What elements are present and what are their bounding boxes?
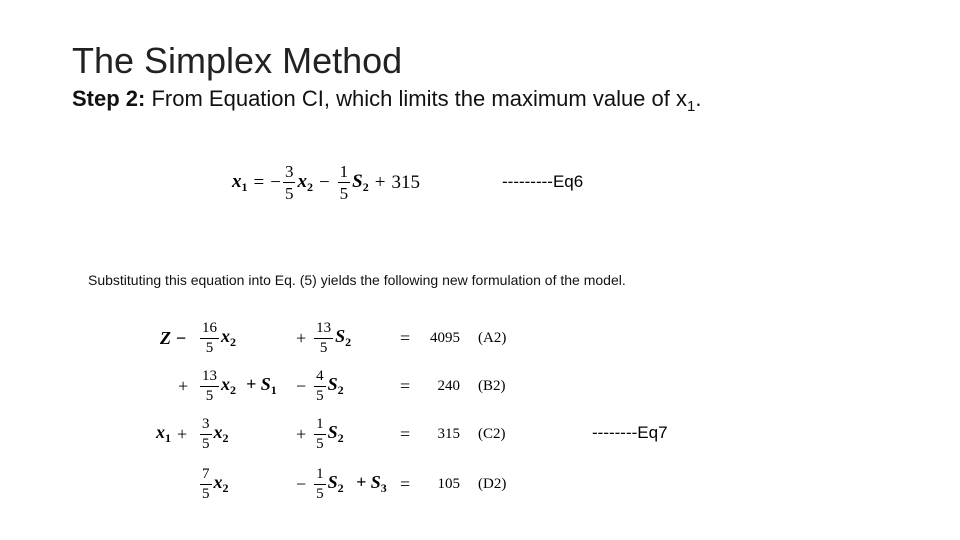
row-c2-term1: $\frac{3}{5}$ $x_2$ (202, 415, 229, 452)
row-b2-equals: = (400, 375, 411, 396)
eq6-var-x2: $x_2$ (297, 170, 313, 194)
row-a2-term2: + $\frac{13}{5}$ $S_2$ (296, 319, 352, 356)
eq6-sign3: + (374, 171, 386, 193)
eq6-var-s2: $S_2$ (352, 170, 369, 194)
row-d2-term2: − $\frac{1}{5}$ $S_2$ (296, 465, 344, 502)
eq6-equals: = (253, 171, 265, 193)
body-paragraph: Substituting this equation into Eq. (5) yields the following new formulation of the model. (88, 272, 626, 288)
row-c2-term2: + $\frac{1}{5}$ $S_2$ (296, 415, 344, 452)
row-a2-rhs: 4095 (430, 329, 460, 346)
eq6-sign1: − (270, 171, 281, 193)
eq6-fraction-1: $\frac{3}{5}$ (284, 162, 294, 203)
slide-title: The Simplex Method (72, 40, 403, 81)
eq6-sign2: − (318, 171, 330, 193)
step-heading (72, 86, 701, 115)
row-a2-equals: = (400, 327, 411, 348)
equation-row-b2 (150, 366, 530, 406)
row-a2-lead: Z − (160, 327, 187, 348)
row-c2-label: (C2) (478, 425, 506, 442)
row-b2-slack: + $S_1$ (246, 374, 277, 397)
eq6-constant: 315 (391, 171, 420, 193)
row-b2-term1: $\frac{13}{5}$ $x_2$ (202, 367, 236, 404)
row-c2-lead: $x_1$ + (156, 422, 188, 445)
row-d2-term1: $\frac{7}{5}$ $x_2$ (202, 465, 229, 502)
row-b2-rhs: 240 (437, 377, 460, 394)
row-b2-term2: − $\frac{4}{5}$ $S_2$ (296, 367, 344, 404)
eq6-lhs: $x_1$ (232, 170, 248, 194)
equation-system (150, 318, 530, 508)
row-d2-slack: + $S_3$ (356, 472, 387, 495)
row-c2-rhs: 315 (437, 425, 460, 442)
row-d2-label: (D2) (478, 475, 507, 492)
row-a2-term1: $\frac{16}{5}$ $x_2$ (202, 319, 236, 356)
row-c2-equals: = (400, 423, 411, 444)
eq6-fraction-2: $\frac{1}{5}$ (339, 162, 349, 203)
row-d2-rhs: 105 (437, 475, 460, 492)
step-text: From Equation CI, which limits the maximum value of x (151, 86, 687, 111)
row-a2-label: (A2) (478, 329, 507, 346)
row-b2-label: (B2) (478, 377, 506, 394)
step-subscript: 1 (687, 98, 696, 115)
step-label: Step 2: (72, 86, 146, 111)
eq7-tag: --------Eq7 (592, 423, 668, 442)
equation-row-c2 (150, 414, 530, 454)
equation-row-a2 (150, 318, 530, 358)
row-b2-lead: + (178, 375, 189, 396)
step-period: . (695, 86, 702, 111)
equation-6 (232, 163, 420, 202)
eq6-tag: ---------Eq6 (502, 172, 584, 191)
row-d2-equals: = (400, 473, 411, 494)
equation-row-d2 (150, 464, 530, 504)
